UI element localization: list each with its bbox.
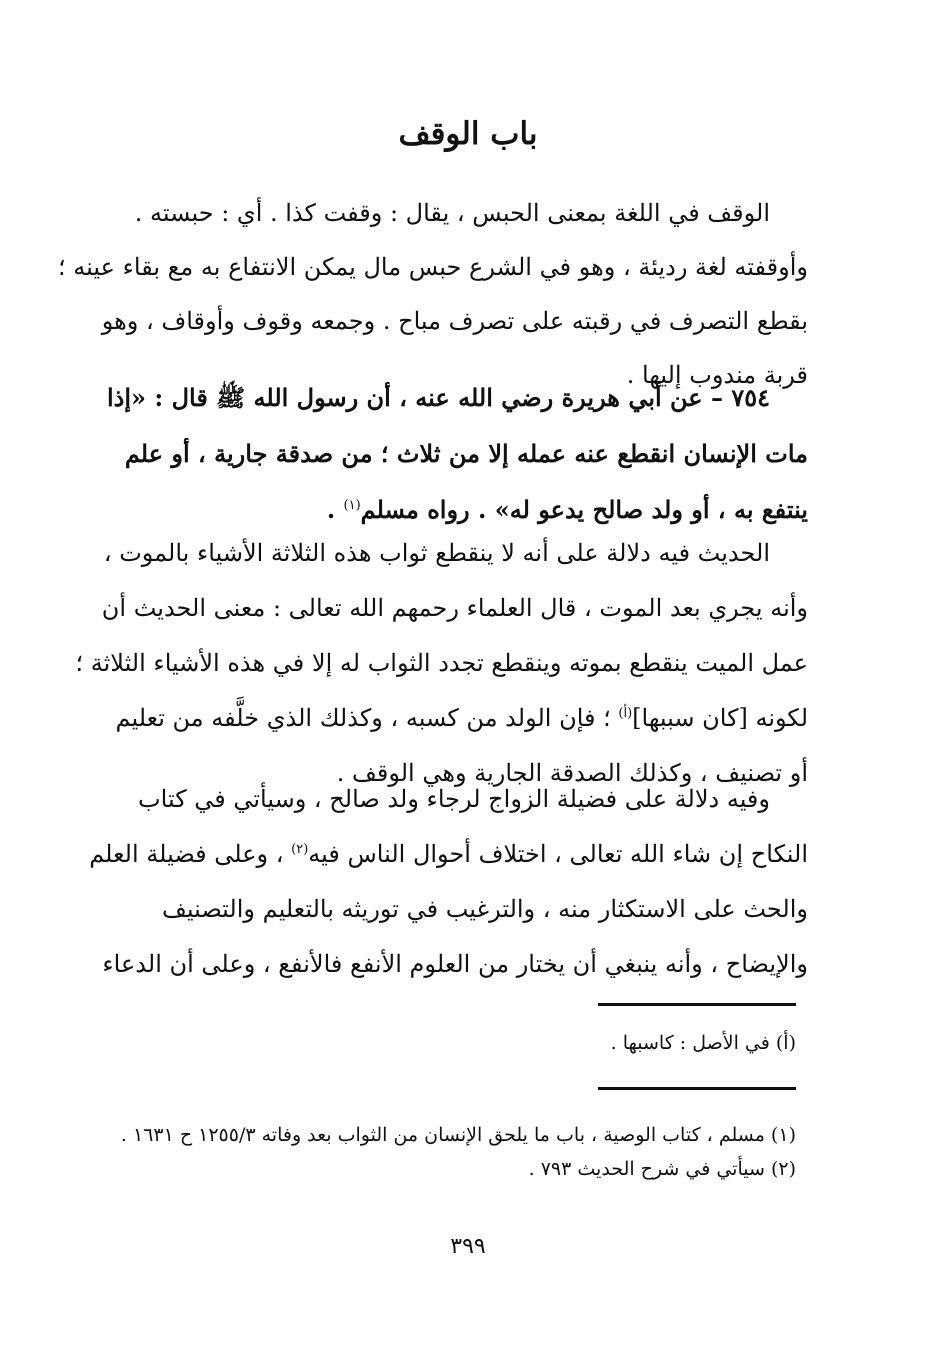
intro-line-1: الوقف في اللغة بمعنى الحبس ، يقال : وقفت كذا . أي : حبسته . — [134, 199, 770, 227]
footnote-ref-2: (٢) — [291, 842, 309, 857]
commentary-paragraph-1 — [75, 526, 808, 801]
footnote-1: (١) مسلم ، كتاب الوصية ، باب ما يلحق الإنسان من الثواب بعد وفاته ١٢٥٥/٣ ح ١٦٣١ . — [120, 1124, 796, 1146]
p1-line-4-text: لكونه [كان سببها] — [632, 704, 808, 732]
p1-line-4 — [115, 691, 808, 746]
editor-note: (أ) في الأصل : كاسبها . — [610, 1032, 796, 1054]
p2-line-2 — [89, 827, 808, 882]
p2-line-3: والحث على الاستكثار منه ، والترغيب في توريثه بالتعليم والتصنيف — [162, 895, 808, 923]
hadith-line-2: مات الإنسان انقطع عنه عمله إلا من ثلاث ؛ من صدقة جارية ، أو علم — [124, 439, 808, 468]
p1-line-1: الحديث فيه دلالة على أنه لا ينقطع ثواب هذه الثلاثة الأشياء بالموت ، — [103, 539, 770, 567]
intro-line-4: قربة مندوب إليها . — [626, 361, 808, 389]
page-number: ٣٩٩ — [450, 1234, 486, 1259]
p1-line-2: وأنه يجري بعد الموت ، قال العلماء رحمهم الله تعالى : معنى الحديث أن — [101, 594, 808, 622]
footnote-2: (٢) سيأتي في شرح الحديث ٧٩٣ . — [528, 1158, 796, 1180]
editor-ref-a: (أ) — [618, 706, 633, 721]
p1-line-4-rest: ؛ فإن الولد من كسبه ، وكذلك الذي خلَّفه من تعليم — [115, 704, 619, 732]
intro-line-3: بقطع التصرف في رقبته على تصرف مباح . وجمعه وقوف وأوقاف ، وهو — [101, 307, 808, 335]
p2-line-1: وفيه دلالة على فضيلة الزواج لرجاء ولد صالح ، وسيأتي في كتاب — [138, 785, 770, 813]
hadith-line-3-end: . — [326, 495, 344, 524]
footnote-divider-2 — [598, 1087, 796, 1090]
p1-line-5: أو تصنيف ، وكذلك الصدقة الجارية وهي الوقف . — [336, 759, 808, 787]
intro-line-2: وأوقفته لغة رديئة ، وهو في الشرع حبس مال يمكن الانتفاع به مع بقاء عينه ؛ — [58, 253, 808, 281]
hadith-line-3-text: ينتفع به ، أو ولد صالح يدعو له» . رواه مسلم — [360, 495, 808, 524]
footnote-divider-1 — [598, 1003, 796, 1006]
footnote-ref-1: (١) — [343, 498, 361, 513]
hadith-line-1: ٧٥٤ – عن أبي هريرة رضي الله عنه ، أن رسول الله ﷺ قال : «إذا — [107, 383, 770, 412]
chapter-title: باب الوقف — [398, 116, 538, 152]
commentary-paragraph-2 — [89, 772, 808, 992]
p1-line-3: عمل الميت ينقطع بموته وينقطع تجدد الثواب له إلا في هذه الأشياء الثلاثة ؛ — [75, 649, 808, 677]
footnotes — [116, 1118, 796, 1186]
p2-line-2-rest: ، وعلى فضيلة العلم — [89, 840, 292, 868]
p2-line-2-text: النكاح إن شاء الله تعالى ، اختلاف أحوال الناس فيه — [308, 840, 808, 868]
hadith-text — [107, 370, 808, 538]
p2-line-4: والإيضاح ، وأنه ينبغي أن يختار من العلوم الأنفع فالأنفع ، وعلى أن الدعاء — [102, 950, 808, 978]
